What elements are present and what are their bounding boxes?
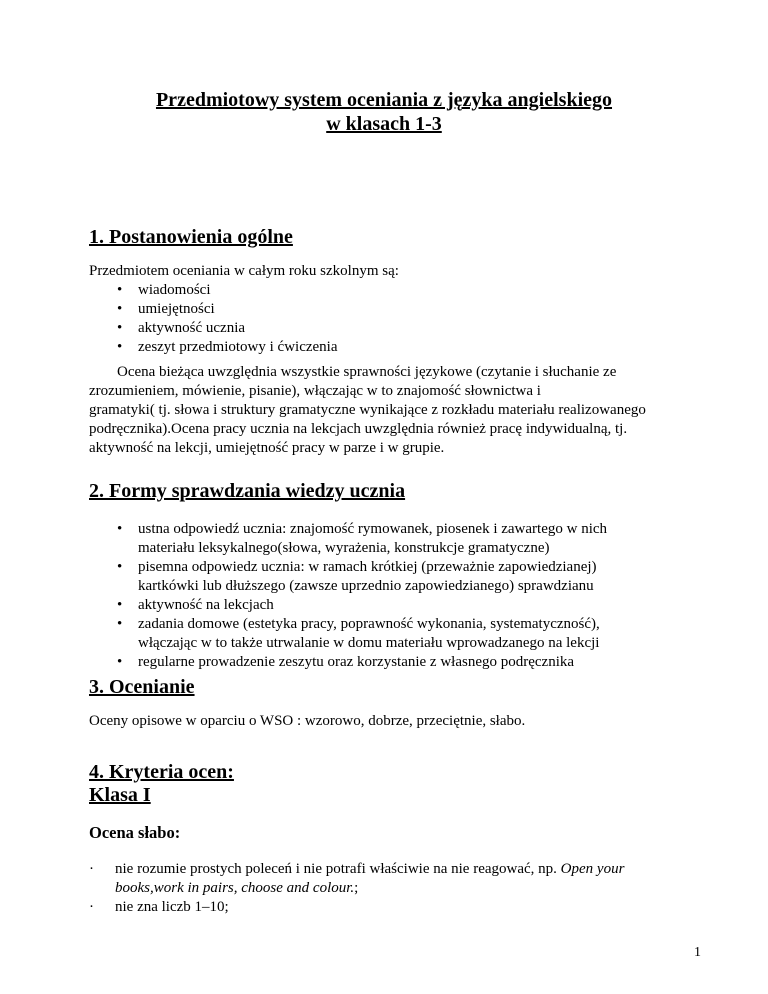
criteria-item-2: · nie zna liczb 1–10; (89, 899, 229, 915)
bullet-icon: · (89, 861, 94, 877)
page-number: 1 (694, 945, 701, 960)
list-item: • zadania domowe (estetyka pracy, poprawność wykonania, systematyczność), włączając w to także utrwalanie w domu materiału wprowadzanego na lekcji (117, 616, 600, 651)
section-3-heading: 3. Ocenianie (89, 676, 195, 698)
bullet-icon: • (117, 339, 123, 355)
section-1-intro: Przedmiotem oceniania w całym roku szkolnym są: (89, 263, 399, 279)
bullet-icon: • (117, 616, 123, 632)
section-3-text: Oceny opisowe w oparciu o WSO : wzorowo, dobrze, przeciętnie, słabo. (89, 713, 526, 729)
list-item: • wiadomości (117, 282, 211, 298)
section-1-heading: 1. Postanowienia ogólne (89, 226, 293, 248)
section-1-paragraph: Ocena bieżąca uwzględnia wszystkie sprawności językowe (czytanie i słuchanie ze zrozumieniem, mówienie, pisanie), włączając w to znajomość słownictwa i gramatyki( tj. słowa i struktury gramatyczne wynikające z rozkładu materiału realizowanego podręcznika).Ocena pracy ucznia na lekcjach uwzględnia również pracę indywidualną, tj. aktywność na lekcji, umiejętność pracy w parze i w grupie. (89, 364, 646, 456)
list-item: • zeszyt przedmiotowy i ćwiczenia (117, 339, 338, 355)
list-item: • regularne prowadzenie zeszytu oraz korzystanie z własnego podręcznika (117, 654, 575, 670)
bullet-icon: · (89, 899, 94, 915)
bullet-icon: • (117, 559, 123, 575)
section-2-bullet-list (0, 520, 768, 672)
bullet-icon: • (117, 282, 123, 298)
document-title-line-2: w klasach 1-3 (326, 113, 442, 135)
list-item: • aktywność na lekcjach (117, 597, 274, 613)
list-item: • ustna odpowiedź ucznia: znajomość rymowanek, piosenek i zawartego w nich materiału leksykalnego(słowa, wyrażenia, konstrukcje gramatyczne) (117, 521, 608, 556)
bullet-icon: • (117, 320, 123, 336)
list-item: • aktywność ucznia (117, 320, 246, 336)
criteria-item-1: · nie rozumie prostych poleceń i nie potrafi właściwie na nie reagować, np. Open your books,work in pairs, choose and colour.; (89, 861, 625, 896)
grade-weak-heading: Ocena słabo: (89, 823, 181, 842)
section-4-heading: 4. Kryteria ocen: (89, 761, 234, 783)
list-item: • pisemna odpowiedz ucznia: w ramach krótkiej (przeważnie zapowiedzianej) kartkówki lub dłuższego (zawsze uprzednio zapowiedzianego) sprawdzianu (117, 559, 597, 594)
section-2-heading: 2. Formy sprawdzania wiedzy ucznia (89, 480, 406, 502)
document-title-line-1: Przedmiotowy system oceniania z języka angielskiego (155, 89, 613, 111)
class-1-heading: Klasa I (89, 784, 151, 806)
bullet-icon: • (117, 301, 123, 317)
bullet-icon: • (117, 597, 123, 613)
bullet-icon: • (117, 654, 123, 670)
bullet-icon: • (117, 521, 123, 537)
list-item: • umiejętności (117, 301, 215, 317)
section-1-bullet-list (0, 281, 768, 357)
